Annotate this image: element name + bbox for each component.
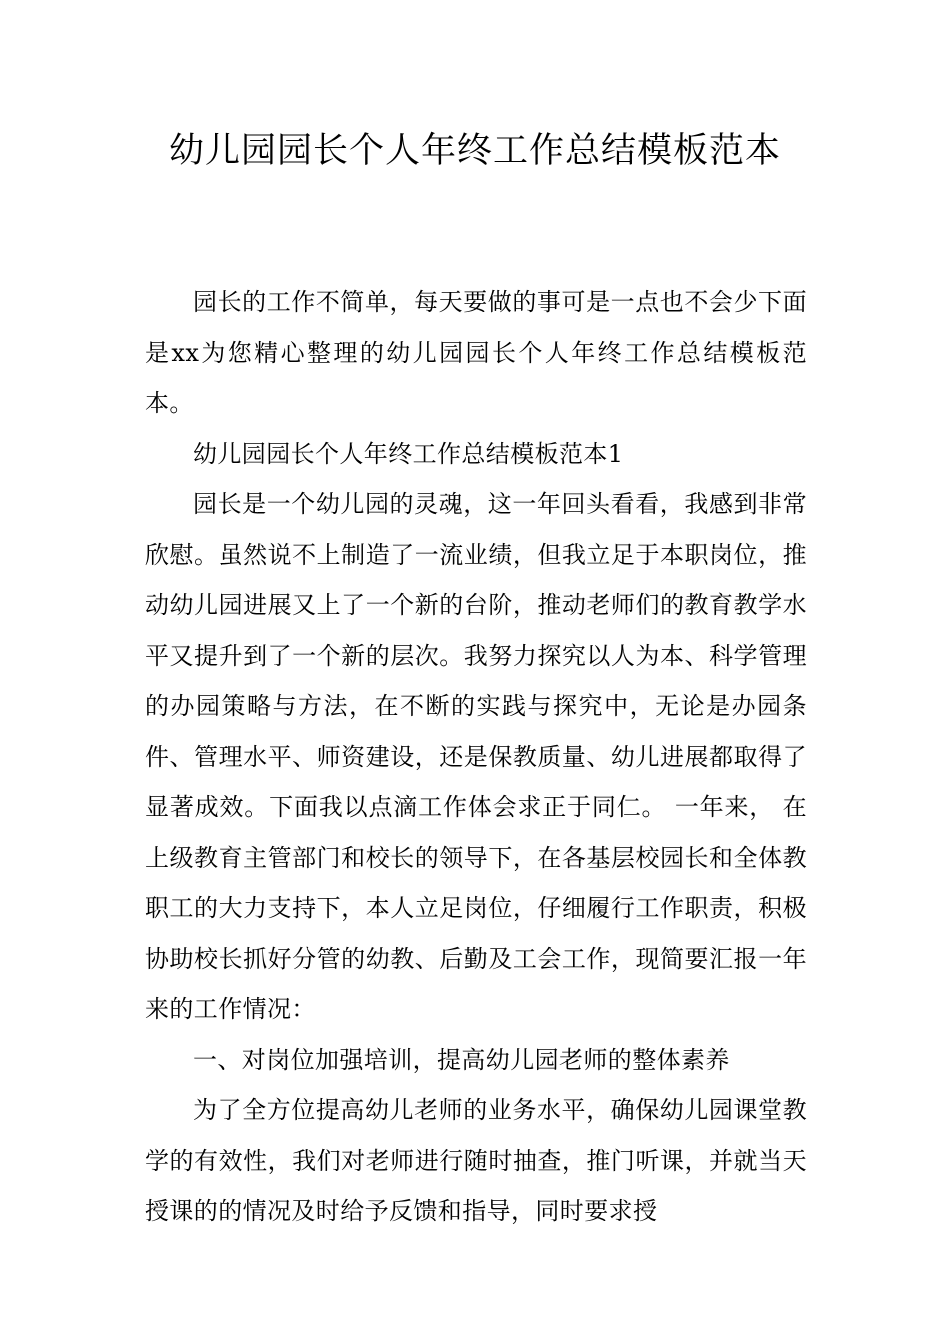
document-body xyxy=(145,277,807,1237)
document-title: 幼儿园园长个人年终工作总结模板范本 xyxy=(168,131,781,171)
paragraph-body-2: 为了全方位提高幼儿老师的业务水平，确保幼儿园课堂教学的有效性，我们对老师进行随时抽查，推门听课，并就当天授课的的情况及时给予反馈和指导，同时要求授 xyxy=(145,1096,807,1225)
paragraph-body-1: 园长是一个幼儿园的灵魂，这一年回头看看，我感到非常欣慰。虽然说不上制造了一流业绩，但我立足于本职岗位，推动幼儿园进展又上了一个新的台阶，推动老师们的教育教学水平又提升到了一个新的层次。我努力探究以人为本、科学管理的办园策略与方法，在不断的实践与探究中，无论是办园条件、管理水平、师资建设，还是保教质量、幼儿进展都取得了显著成效。下面我以点滴工作体会求正于同仁。 一年来， 在上级教育主管部门和校长的领导下，在各基层校园长和全体教职工的大力支持下，本人立足岗位，仔细履行工作职责，积极协助校长抓好分管的幼教、后勤及工会工作，现简要汇报一年来的工作情况： xyxy=(145,490,807,1023)
section-heading-1: 幼儿园园长个人年终工作总结模板范本1 xyxy=(193,439,624,468)
paragraph-intro: 园长的工作不简单，每天要做的事可是一点也不会少下面是xx为您精心整理的幼儿园园长个人年终工作总结模板范本。 xyxy=(145,288,807,417)
subsection-heading-1: 一、对岗位加强培训，提高幼儿园老师的整体素养 xyxy=(193,1045,730,1074)
